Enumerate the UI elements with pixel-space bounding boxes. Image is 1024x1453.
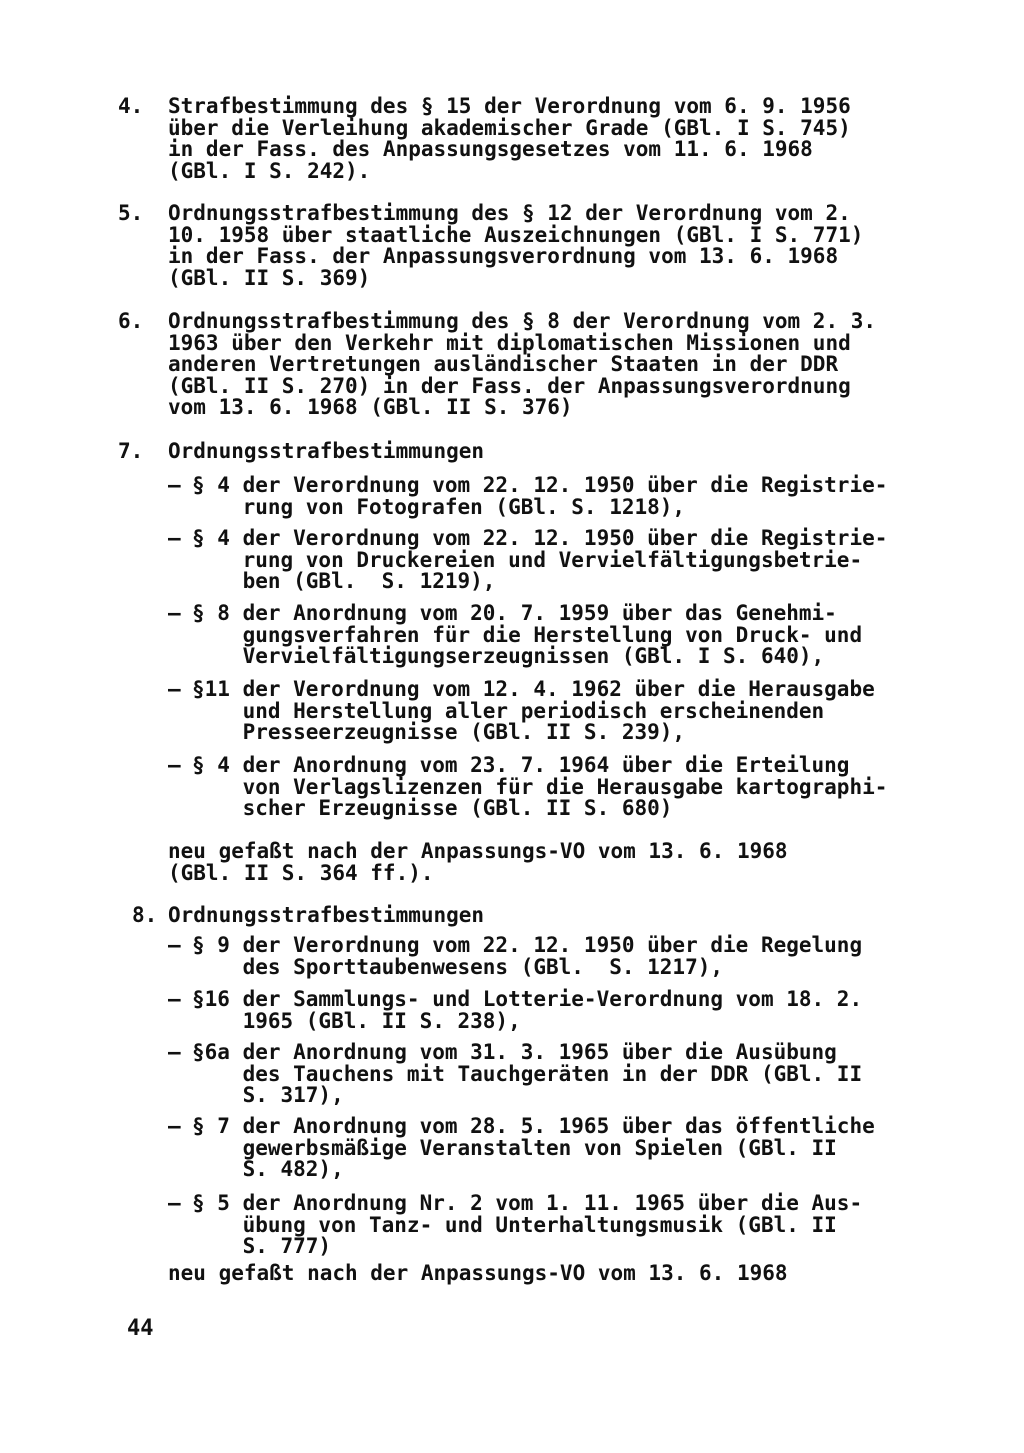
page-number: 44 (127, 1316, 154, 1341)
sub-item-dash: – (168, 753, 181, 777)
item-number: 8. (132, 903, 158, 927)
sub-item-text: § 4 der Verordnung vom 22. 12. 1950 über die Registrie- rung von Fotografen (GBl. S. 1218), (192, 473, 888, 519)
item-number: 6. (118, 309, 144, 333)
sub-item-text: §16 der Sammlungs- und Lotterie-Verordnung vom 18. 2. 1965 (GBl. II S. 238), (192, 987, 863, 1033)
sub-item-dash: – (168, 677, 181, 701)
sub-item-dash: – (168, 1191, 181, 1215)
item-text: Ordnungsstrafbestimmung des § 8 der Verordnung vom 2. 3. 1963 über den Verkehr mit diplomatischen Missionen und anderen Vertretungen ausländischer Staaten in der DDR (GBl. II S. 270) in der Fass. der Anpassungsverordnung vom 13. 6. 1968 (GBl. II S. 376) (168, 309, 877, 419)
sub-item-dash: – (168, 1114, 181, 1138)
sub-item-text: § 8 der Anordnung vom 20. 7. 1959 über das Genehmi- gungsverfahren für die Herstellung von Druck- und Vervielfältigungserzeugnissen (GBl. I S. 640), (192, 601, 863, 668)
item-text: Strafbestimmung des § 15 der Verordnung vom 6. 9. 1956 über die Verleihung akademischer Grade (GBl. I S. 745) in der Fass. des Anpassungsgesetzes vom 11. 6. 1968 (GBl. I S. 242). (168, 94, 851, 183)
sub-item-text: § 7 der Anordnung vom 28. 5. 1965 über das öffentliche gewerbsmäßige Veranstalten von Spielen (GBl. II S. 482), (192, 1114, 875, 1181)
sub-item-text: §6a der Anordnung vom 31. 3. 1965 über die Ausübung des Tauchens mit Tauchgeräten in der DDR (GBl. II S. 317), (192, 1040, 863, 1107)
item-number: 5. (118, 201, 144, 225)
sub-item-dash: – (168, 526, 181, 550)
sub-item-text: § 4 der Verordnung vom 22. 12. 1950 über die Registrie- rung von Druckereien und Vervielfältigungsbetrie- ben (GBl. S. 1219), (192, 526, 888, 593)
item-number: 4. (118, 94, 144, 118)
sub-item-text: § 5 der Anordnung Nr. 2 vom 1. 11. 1965 über die Aus- übung von Tanz- und Unterhaltungsmusik (GBl. II S. 777) (192, 1191, 863, 1258)
item-text: Ordnungsstrafbestimmung des § 12 der Verordnung vom 2. 10. 1958 über staatliche Auszeichnungen (GBl. I S. 771) in der Fass. der Anpassungsverordnung vom 13. 6. 1968 (GBl. II S. 369) (168, 201, 864, 290)
closing-note: neu gefaßt nach der Anpassungs-VO vom 13. 6. 1968 (GBl. II S. 364 ff.). (168, 839, 788, 885)
sub-item-dash: – (168, 601, 181, 625)
sub-item-text: §11 der Verordnung vom 12. 4. 1962 über die Herausgabe und Herstellung aller periodisch erscheinenden Presseerzeugnisse (GBl. II S. 239), (192, 677, 875, 744)
item-heading: Ordnungsstrafbestimmungen (168, 903, 485, 927)
sub-item-text: § 9 der Verordnung vom 22. 12. 1950 über die Regelung des Sporttaubenwesens (GBl. S. 1217), (192, 933, 863, 979)
sub-item-text: § 4 der Anordnung vom 23. 7. 1964 über die Erteilung von Verlagslizenzen für die Herausgabe kartographi- scher Erzeugnisse (GBl. II S. 680) (192, 753, 888, 820)
sub-item-dash: – (168, 987, 181, 1011)
item-heading: Ordnungsstrafbestimmungen (168, 439, 485, 463)
item-number: 7. (118, 439, 144, 463)
sub-item-dash: – (168, 1040, 181, 1064)
sub-item-dash: – (168, 933, 181, 957)
closing-note: neu gefaßt nach der Anpassungs-VO vom 13. 6. 1968 (168, 1261, 788, 1285)
sub-item-dash: – (168, 473, 181, 497)
